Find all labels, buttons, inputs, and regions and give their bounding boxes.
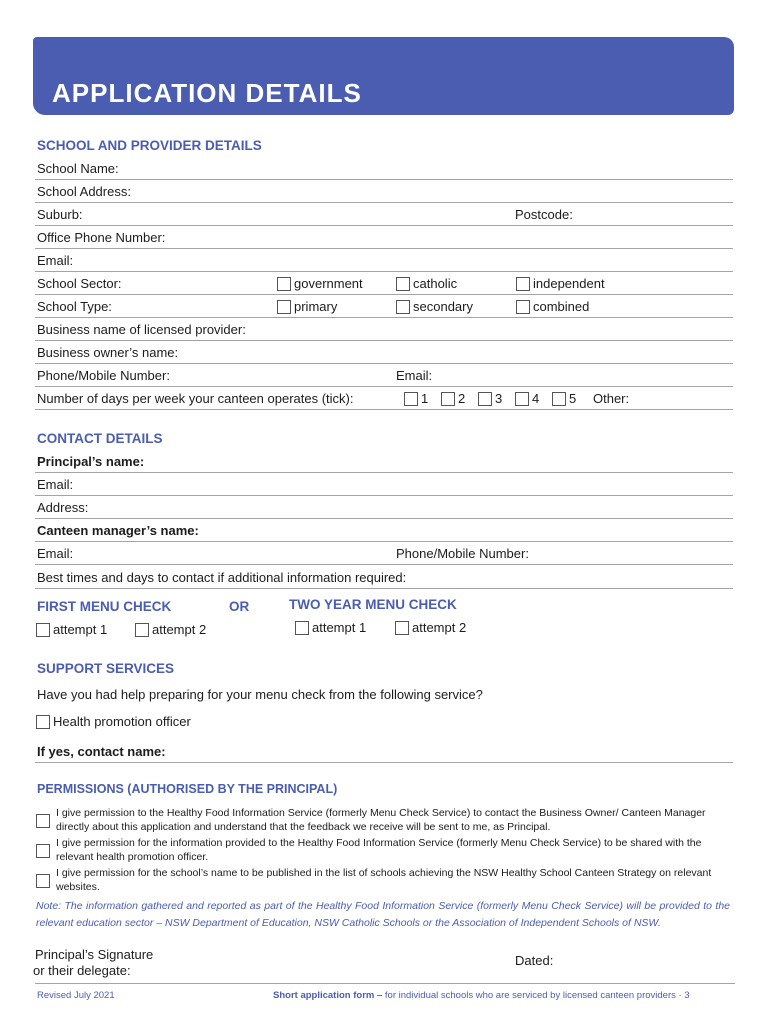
permission-item-share <box>36 836 736 866</box>
principal-email-field[interactable] <box>35 473 733 496</box>
owner-name-label: Business owner’s name: <box>37 345 179 360</box>
checkbox[interactable] <box>36 874 50 888</box>
day-1-option[interactable]: 1 <box>404 391 428 406</box>
suburb-field[interactable] <box>35 203 733 226</box>
school-type-label: School Type: <box>37 299 112 314</box>
two-year-menu-check-heading: TWO YEAR MENU CHECK <box>289 597 457 612</box>
principal-email-label: Email: <box>37 477 74 492</box>
checkbox[interactable] <box>395 621 409 635</box>
sector-independent-option[interactable]: independent <box>516 276 605 291</box>
checkbox[interactable] <box>515 392 529 406</box>
day-4-option[interactable]: 4 <box>515 391 539 406</box>
school-name-field[interactable] <box>35 157 733 180</box>
checkbox[interactable] <box>36 844 50 858</box>
checkbox[interactable] <box>441 392 455 406</box>
permission-text: I give permission for the information provided to the Healthy Food Information Service (formerly Menu Check Service) to be shared with the relevant health promotion officer. <box>56 837 702 863</box>
address-field[interactable] <box>35 496 733 519</box>
section-heading-support: SUPPORT SERVICES <box>37 661 175 676</box>
checkbox[interactable] <box>478 392 492 406</box>
section-heading-school: SCHOOL AND PROVIDER DETAILS <box>37 138 262 153</box>
school-address-field[interactable] <box>35 180 733 203</box>
footer-form-name: Short application form – <box>273 990 383 1001</box>
first-attempt-2-option[interactable]: attempt 2 <box>135 622 206 637</box>
school-type-row <box>35 295 733 318</box>
checkbox[interactable] <box>552 392 566 406</box>
principal-signature-label: Principal’s Signature <box>35 947 154 962</box>
provider-email-label: Email: <box>396 368 433 383</box>
checkbox[interactable] <box>396 277 410 291</box>
checkbox[interactable] <box>404 392 418 406</box>
sector-government-option[interactable]: government <box>277 276 363 291</box>
checkbox[interactable] <box>516 300 530 314</box>
revised-date: Revised July 2021 <box>37 990 115 1001</box>
checkbox[interactable] <box>277 300 291 314</box>
checkbox[interactable] <box>516 277 530 291</box>
checkbox[interactable] <box>36 814 50 828</box>
two-year-attempt-2-option[interactable]: attempt 2 <box>395 620 466 635</box>
day-2-option[interactable]: 2 <box>441 391 465 406</box>
delegate-label: or their delegate: <box>33 963 131 978</box>
type-combined-option[interactable]: combined <box>516 299 589 314</box>
best-times-label: Best times and days to contact if additional information required: <box>37 570 407 585</box>
day-3-option[interactable]: 3 <box>478 391 502 406</box>
first-menu-check-heading: FIRST MENU CHECK <box>37 599 172 614</box>
days-per-week-row <box>35 387 733 410</box>
address-label: Address: <box>37 500 89 515</box>
footer-form-title <box>273 990 690 1001</box>
business-name-label: Business name of licensed provider: <box>37 322 246 337</box>
dated-label: Dated: <box>515 953 554 968</box>
sector-catholic-option[interactable]: catholic <box>396 276 457 291</box>
postcode-label: Postcode: <box>515 207 573 222</box>
permission-text: I give permission for the school’s name to be published in the list of schools achieving the NSW Healthy School Canteen Strategy on relevant websites. <box>56 867 712 893</box>
school-sector-row <box>35 272 733 295</box>
school-sector-label: School Sector: <box>37 276 122 291</box>
checkbox[interactable] <box>396 300 410 314</box>
footer-form-description: for individual schools who are serviced by licensed canteen providers · 3 <box>384 990 690 1001</box>
manager-contact-row[interactable] <box>35 542 733 565</box>
type-secondary-option[interactable]: secondary <box>396 299 473 314</box>
manager-phone-label: Phone/Mobile Number: <box>396 546 529 561</box>
manager-name-field[interactable] <box>35 519 733 542</box>
days-other-label: Other: <box>593 391 630 406</box>
principal-name-label: Principal’s name: <box>37 454 145 469</box>
day-5-option[interactable]: 5 <box>552 391 576 406</box>
provider-contact-row[interactable] <box>35 364 733 387</box>
or-label: OR <box>229 599 250 614</box>
page-title: APPLICATION DETAILS <box>52 78 362 108</box>
days-label: Number of days per week your canteen operates (tick): <box>37 391 354 406</box>
type-primary-option[interactable]: primary <box>277 299 337 314</box>
manager-name-label: Canteen manager’s name: <box>37 523 199 538</box>
contact-name-field[interactable] <box>35 738 733 763</box>
provider-phone-label: Phone/Mobile Number: <box>37 368 170 383</box>
suburb-label: Suburb: <box>37 207 83 222</box>
support-question: Have you had help preparing for your menu check from the following service? <box>37 687 483 702</box>
health-promotion-officer-option[interactable]: Health promotion officer <box>36 714 191 729</box>
checkbox[interactable] <box>277 277 291 291</box>
permission-item-publish <box>36 866 736 896</box>
business-name-field[interactable] <box>35 318 733 341</box>
checkbox[interactable] <box>36 623 50 637</box>
checkbox[interactable] <box>295 621 309 635</box>
two-year-attempt-1-option[interactable]: attempt 1 <box>295 620 366 635</box>
school-email-label: Email: <box>37 253 74 268</box>
office-phone-label: Office Phone Number: <box>37 230 166 245</box>
permission-item-contact <box>36 806 736 836</box>
permissions-note: Note: The information gathered and reported as part of the Healthy Food Information Service (formerly Menu Check Service) will be provided to the relevant education sector – NSW Department of Education, NSW Catholic Schools or the Association of Independent Schools of NSW. <box>36 900 730 929</box>
checkbox[interactable] <box>135 623 149 637</box>
permission-text: I give permission to the Healthy Food Information Service (formerly Menu Check Service) to contact the Business Owner/ Canteen Manager directly about this application and understand that the feedback we receive will be sent to me, as Principal. <box>56 807 706 833</box>
school-address-label: School Address: <box>37 184 131 199</box>
contact-name-label: If yes, contact name: <box>37 744 166 759</box>
principal-name-field[interactable] <box>35 450 733 473</box>
manager-email-label: Email: <box>37 546 74 561</box>
office-phone-field[interactable] <box>35 226 733 249</box>
first-attempt-1-option[interactable]: attempt 1 <box>36 622 107 637</box>
footer-divider <box>35 983 735 984</box>
school-email-field[interactable] <box>35 249 733 272</box>
section-heading-permissions: PERMISSIONS (AUTHORISED BY THE PRINCIPAL) <box>37 782 338 796</box>
section-heading-contact: CONTACT DETAILS <box>37 431 163 446</box>
owner-name-field[interactable] <box>35 341 733 364</box>
checkbox[interactable] <box>36 715 50 729</box>
school-name-label: School Name: <box>37 161 119 176</box>
best-times-field[interactable] <box>35 566 733 589</box>
